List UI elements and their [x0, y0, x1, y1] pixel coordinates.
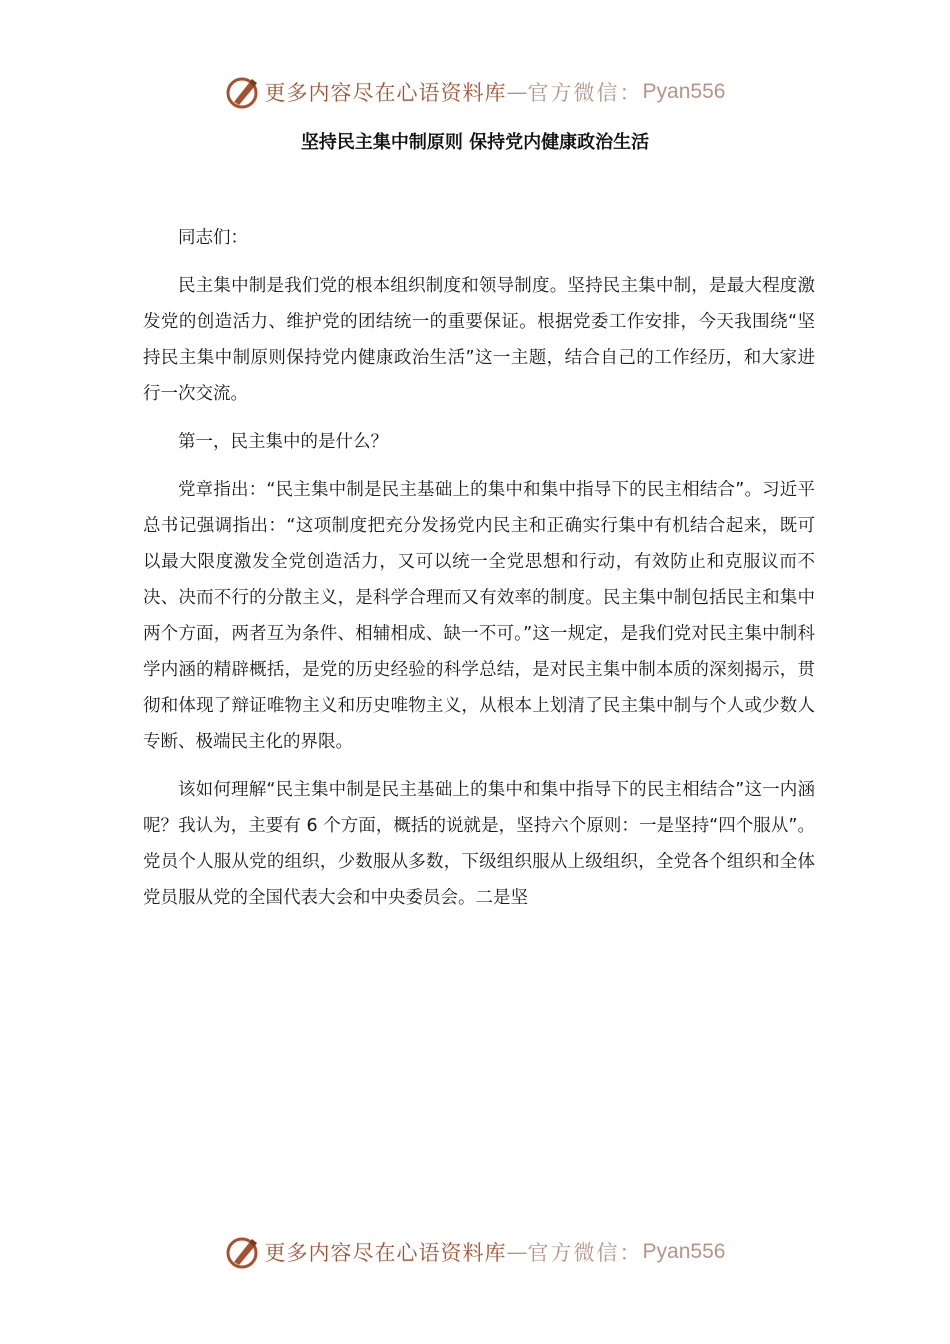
- banner-main-text: 更多内容尽在心语资料库: [264, 81, 507, 105]
- header-banner: [0, 72, 950, 112]
- banner-wechat-label: 官方微信：: [527, 81, 643, 105]
- pen-logo-icon: [225, 1234, 261, 1270]
- banner-wechat-id: Pyan556: [642, 80, 726, 103]
- banner-separator: —: [506, 1240, 528, 1264]
- footer-banner: [0, 1232, 950, 1272]
- paragraph-section-heading: 第一，民主集中的是什么？: [178, 432, 388, 452]
- banner-main-text: 更多内容尽在心语资料库: [264, 1241, 507, 1265]
- paragraph-intro: 民主集中制是我们党的根本组织制度和领导制度。坚持民主集中制，是最大程度激发党的创造活力、维护党的团结统一的重要保证。根据党委工作安排，今天我围绕“坚持民主集中制原则保持党内健康政治生活”这一主题，结合自己的工作经历，和大家进行一次交流。: [143, 276, 815, 404]
- pen-logo-icon: [225, 74, 261, 110]
- banner-wechat-label: 官方微信：: [527, 1241, 643, 1265]
- banner-separator: —: [506, 80, 528, 104]
- paragraph-interpretation: 该如何理解“民主集中制是民主基础上的集中和集中指导下的民主相结合”这一内涵呢？我认为，主要有 6 个方面，概括的说就是，坚持六个原则：一是坚持“四个服从”。党员个人服从党的组织，少数服从多数，下级组织服从上级组织，全党各个组织和全体党员服从党的全国代表大会和中央委员会。二是坚: [143, 780, 815, 908]
- document-body: [143, 220, 815, 928]
- document-title: 坚持民主集中制原则 保持党内健康政治生活: [300, 132, 650, 153]
- paragraph-charter-quote: 党章指出：“民主集中制是民主基础上的集中和集中指导下的民主相结合”。习近平总书记强调指出：“这项制度把充分发扬党内民主和正确实行集中有机结合起来，既可以最大限度激发全党创造活力，又可以统一全党思想和行动，有效防止和克服议而不决、决而不行的分散主义，是科学合理而又有效率的制度。民主集中制包括民主和集中两个方面，两者互为条件、相辅相成、缺一不可。”这一规定，是我们党对民主集中制科学内涵的精辟概括，是党的历史经验的科学总结，是对民主集中制本质的深刻揭示，贯彻和体现了辩证唯物主义和历史唯物主义，从根本上划清了民主集中制与个人或少数人专断、极端民主化的界限。: [143, 480, 815, 752]
- paragraph-salutation: 同志们：: [178, 228, 248, 248]
- banner-wechat-id: Pyan556: [642, 1240, 726, 1263]
